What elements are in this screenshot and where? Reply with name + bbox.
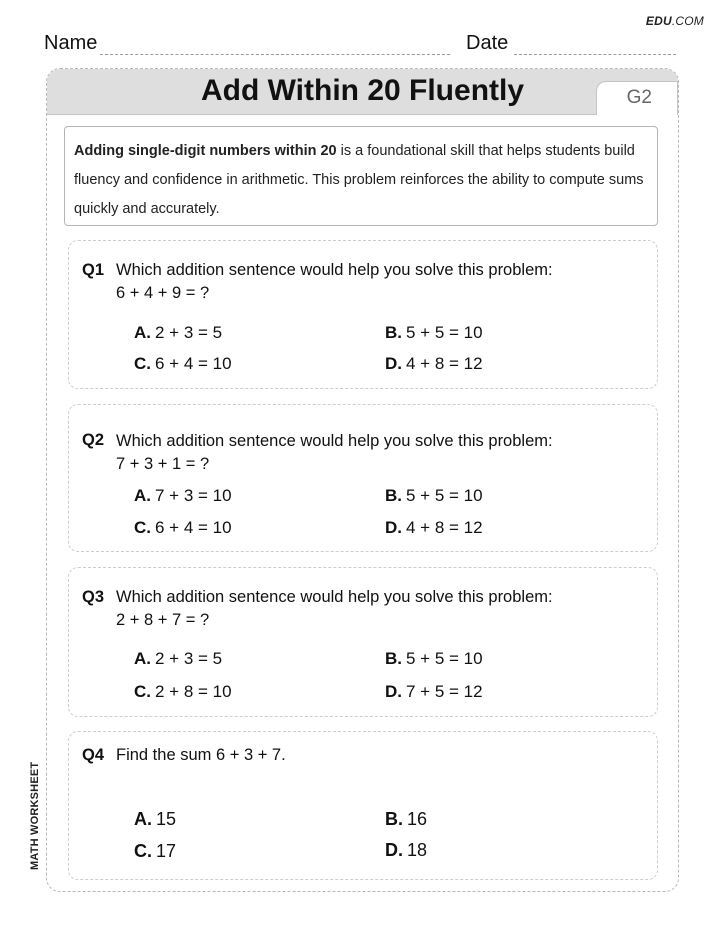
question-number: Q4 [82,746,105,764]
option-d[interactable]: D. 7 + 5 = 12 [385,682,483,701]
question-card-3 [68,567,658,717]
option-a[interactable]: A. 15 [134,809,177,829]
option-a[interactable]: A. 2 + 3 = 5 [134,323,223,342]
grade-badge: G2 [626,87,652,108]
worksheet-side-label: MATH WORKSHEET [29,761,41,870]
question-card-1 [68,240,658,389]
question-prompt: Which addition sentence would help you solve this problem: [116,588,553,606]
intro-box [64,126,658,226]
question-prompt: Find the sum 6 + 3 + 7. [116,746,286,764]
name-line [100,54,450,55]
question-expression: 2 + 8 + 7 = ? [116,611,210,629]
date-label: Date [466,32,509,54]
option-b[interactable]: B. 5 + 5 = 10 [385,323,483,342]
worksheet-title: Add Within 20 Fluently [200,74,525,107]
option-b[interactable]: B. 16 [385,809,428,829]
option-c[interactable]: C. 2 + 8 = 10 [134,682,232,701]
question-expression: 6 + 4 + 9 = ? [116,284,210,302]
option-b[interactable]: B. 5 + 5 = 10 [385,649,483,668]
edu-com-logo: EDU.COM [645,14,704,28]
worksheet-card [46,68,679,892]
option-c[interactable]: C. 17 [134,841,177,861]
question-card-4 [68,731,658,880]
question-prompt: Which addition sentence would help you solve this problem: [116,261,553,279]
question-expression: 7 + 3 + 1 = ? [116,455,210,473]
option-a[interactable]: A. 2 + 3 = 5 [134,649,223,668]
question-number: Q1 [82,261,105,279]
option-c[interactable]: C. 6 + 4 = 10 [134,518,232,537]
intro-highlight: Adding single-digit numbers within 20 [74,143,337,159]
option-d[interactable]: D. 4 + 8 = 12 [385,518,483,537]
intro-text: is a foundational skill that helps students build fluency and confidence in arithmetic. This problem reinforces the ability to compute sums quickly and accurately. [74,143,644,217]
name-label: Name [44,32,98,54]
option-c[interactable]: C. 6 + 4 = 10 [134,354,232,373]
option-d[interactable]: D. 18 [385,840,428,860]
question-number: Q3 [82,588,105,606]
question-card-2 [68,404,658,552]
date-line [514,54,676,55]
option-b[interactable]: B. 5 + 5 = 10 [385,486,483,505]
option-a[interactable]: A. 7 + 3 = 10 [134,486,232,505]
question-number: Q2 [82,431,105,449]
question-prompt: Which addition sentence would help you solve this problem: [116,432,553,450]
option-d[interactable]: D. 4 + 8 = 12 [385,354,483,373]
